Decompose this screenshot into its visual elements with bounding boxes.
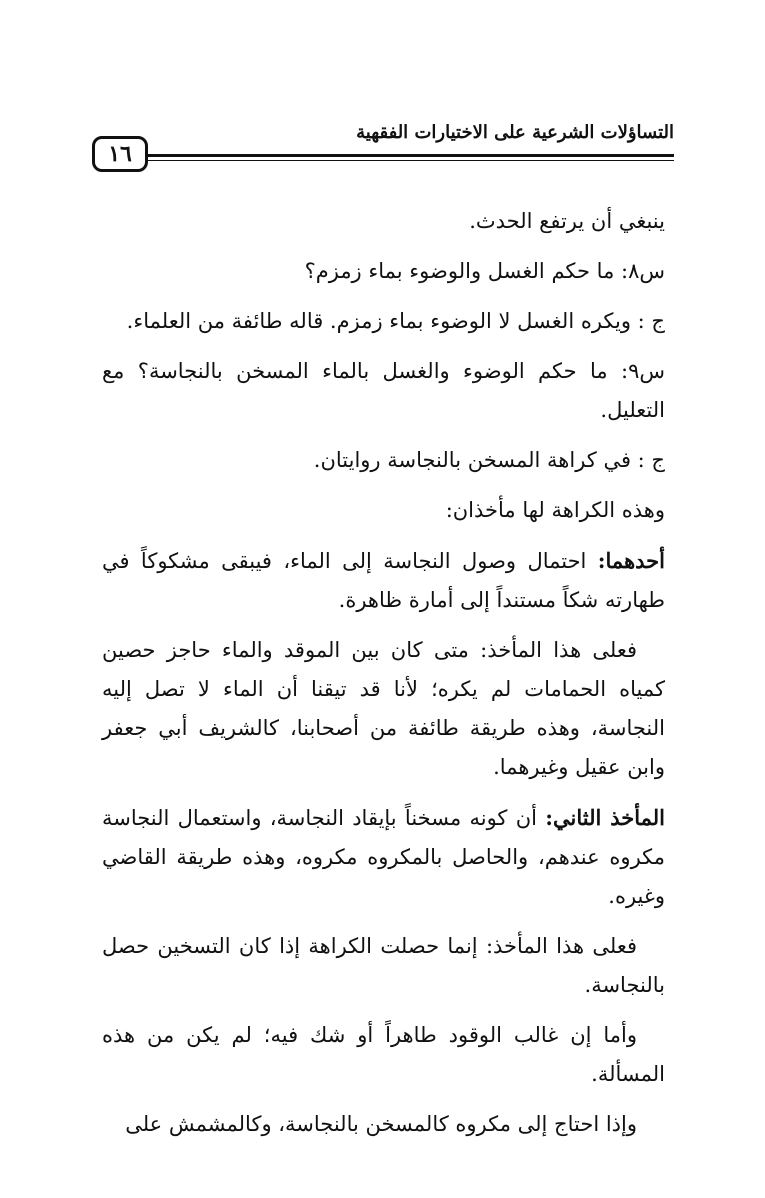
answer-8: ج : ويكره الغسل لا الوضوء بماء زمزم. قاله طائفة من العلماء. bbox=[126, 309, 665, 333]
reason-second-label: المأخذ الثاني: bbox=[545, 805, 666, 830]
fuel-uncertainty-paragraph: وأما إن غالب الوقود طاهراً أو شك فيه؛ لم يكن من هذه المسألة. bbox=[102, 1023, 665, 1086]
reason-first-label: أحدهما: bbox=[597, 548, 665, 573]
running-title: التساؤلات الشرعية على الاختيارات الفقهية bbox=[356, 122, 674, 143]
reason-first-consequence: فعلى هذا المأخذ: متى كان بين الموقد والماء حاجز حصين كمياه الحمامات لم يكره؛ لأنا قد تيقنا أن الماء لا تصل إليه النجاسة، وهذه طريقة طائفة من أصحابنا، كالشريف أبي جعفر وابن عقيل وغيرهما. bbox=[102, 638, 665, 779]
reason-first-text: احتمال وصول النجاسة إلى الماء، فيبقى مشكوكاً في طهارته شكاً مستنداً إلى أمارة ظاهرة. bbox=[102, 549, 665, 612]
question-9: س٩: ما حكم الوضوء والغسل بالماء المسخن بالنجاسة؟ مع التعليل. bbox=[102, 359, 665, 422]
page-body bbox=[102, 202, 665, 1144]
text-line-continuation: ينبغي أن يرتفع الحدث. bbox=[469, 209, 665, 233]
need-paragraph: وإذا احتاج إلى مكروه كالمسخن بالنجاسة، وكالمشمش على bbox=[125, 1112, 637, 1136]
reason-second-consequence: فعلى هذا المأخذ: إنما حصلت الكراهة إذا كان التسخين حصل بالنجاسة. bbox=[102, 934, 665, 997]
header-rule-thick bbox=[142, 154, 674, 157]
running-header bbox=[92, 118, 674, 178]
reason-second-paragraph bbox=[102, 798, 665, 916]
answer-9: ج : في كراهة المسخن بالنجاسة روايتان. bbox=[313, 448, 665, 472]
reason-first-paragraph bbox=[102, 541, 665, 620]
page-number: ١٦ bbox=[92, 136, 148, 172]
header-rule-thin bbox=[142, 160, 674, 161]
question-8: س٨: ما حكم الغسل والوضوء بماء زمزم؟ bbox=[304, 259, 665, 283]
reason-second-text: أن كونه مسخناً بإيقاد النجاسة، واستعمال النجاسة مكروه عندهم، والحاصل بالمكروه مكروه، وهذه طريقة القاضي وغيره. bbox=[102, 806, 665, 908]
two-reasons-intro: وهذه الكراهة لها مأخذان: bbox=[445, 498, 665, 522]
